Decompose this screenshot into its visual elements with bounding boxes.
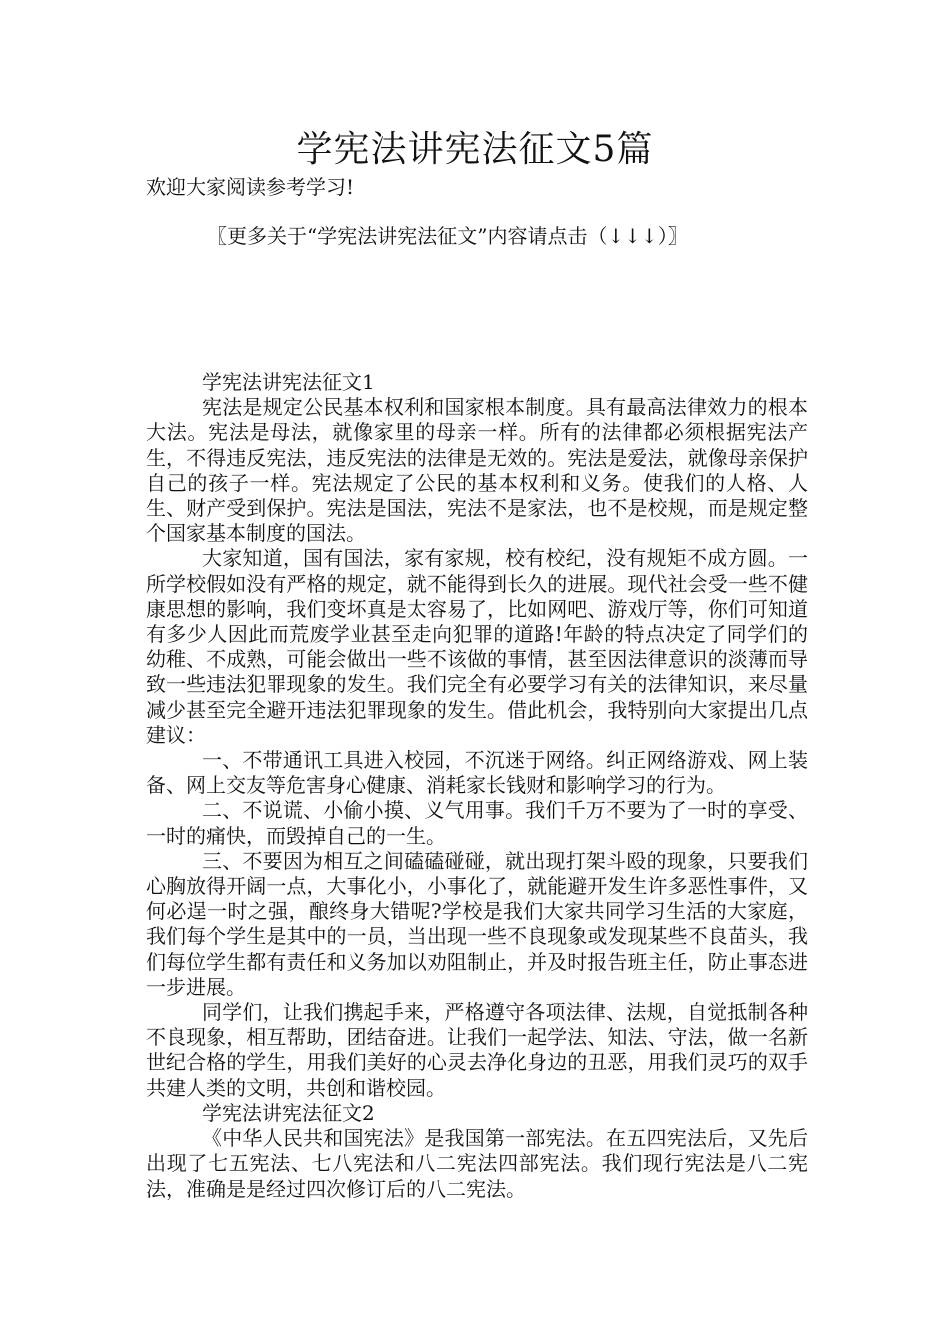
paragraph: 《中华人民共和国宪法》是我国第一部宪法。在五四宪法后，又先后出现了七五宪法、七八宪法和八二宪法四部宪法。我们现行宪法是八二宪法，准确是是经过四次修订后的八二宪法。 xyxy=(146,1126,808,1201)
article-body xyxy=(146,370,808,1202)
section-heading-2: 学宪法讲宪法征文2 xyxy=(202,1100,375,1125)
paragraph: 大家知道，国有国法，家有家规，校有校纪，没有规矩不成方圆。一所学校假如没有严格的规定，就不能得到长久的进展。现代社会受一些不健康思想的影响，我们变坏真是太容易了，比如网吧、游戏厅等，你们可知道有多少人因此而荒废学业甚至走向犯罪的道路!年龄的特点决定了同学们的幼稚、不成熟，可能会做出一些不该做的事情，甚至因法律意识的淡薄而导致一些违法犯罪现象的发生。我们完全有必要学习有关的法律知识，来尽量减少甚至完全避开违法犯罪现象的发生。借此机会，我特别向大家提出几点建议： xyxy=(146,546,808,747)
paragraph: 三、不要因为相互之间磕磕碰碰，就出现打架斗殴的现象，只要我们心胸放得开阔一点，大事化小，小事化了，就能避开发生许多恶性事件，又何必逞一时之强，酿终身大错呢?学校是我们大家共同学习生活的大家庭，我们每个学生是其中的一员，当出现一些不良现象或发现某些不良苗头，我们每位学生都有责任和义务加以劝阻制止，并及时报告班主任，防止事态进一步进展。 xyxy=(146,848,808,999)
paragraph: 宪法是规定公民基本权利和国家根本制度。具有最高法律效力的根本大法。宪法是母法，就像家里的母亲一样。所有的法律都必须根据宪法产生，不得违反宪法，违反宪法的法律是无效的。宪法是爱法，就像母亲保护自己的孩子一样。宪法规定了公民的基本权利和义务。使我们的人格、人生、财产受到保护。宪法是国法，宪法不是家法，也不是校规，而是规定整个国家基本制度的国法。 xyxy=(146,395,808,546)
paragraph: 同学们，让我们携起手来，严格遵守各项法律、法规，自觉抵制各种不良现象，相互帮助，团结奋进。让我们一起学法、知法、守法，做一名新世纪合格的学生，用我们美好的心灵去净化身边的丑恶，用我们灵巧的双手共建人类的文明，共创和谐校园。 xyxy=(146,1000,808,1100)
more-content-link[interactable]: 〖更多关于“学宪法讲宪法征文”内容请点击（↓↓↓）〗 xyxy=(207,224,688,248)
paragraph: 二、不说谎、小偷小摸、义气用事。我们千万不要为了一时的享受、一时的痛快，而毁掉自己的一生。 xyxy=(146,798,808,848)
paragraph: 一、不带通讯工具进入校园，不沉迷于网络。纠正网络游戏、网上装备、网上交友等危害身心健康、消耗家长钱财和影响学习的行为。 xyxy=(146,748,808,798)
document-title: 学宪法讲宪法征文5篇 xyxy=(296,129,654,170)
welcome-text: 欢迎大家阅读参考学习! xyxy=(146,175,355,199)
section-heading-1: 学宪法讲宪法征文1 xyxy=(202,370,375,394)
